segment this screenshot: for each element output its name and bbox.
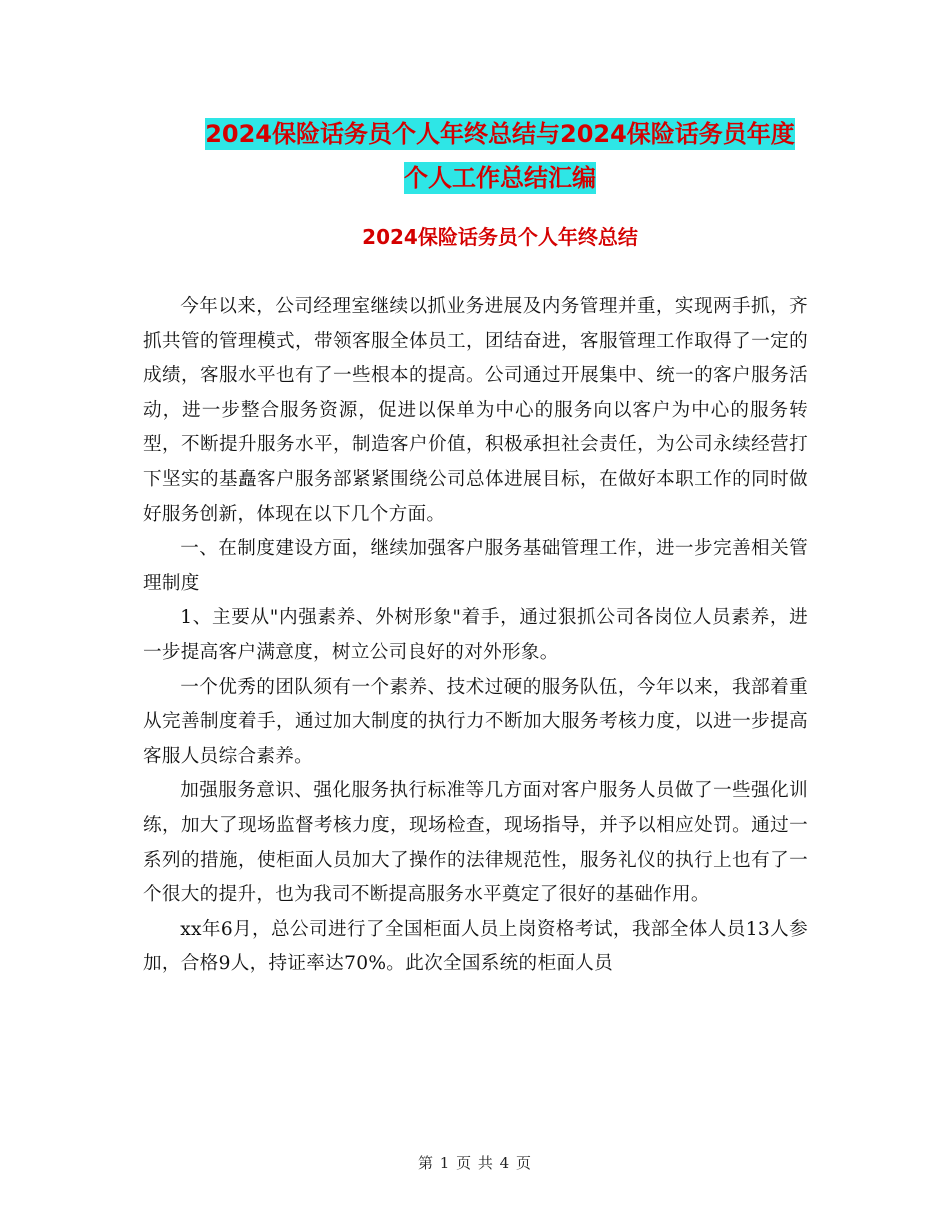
document-body [143,290,808,982]
paragraph-3: 1、主要从"内强素养、外树形象"着手，通过狠抓公司各岗位人员素养，进一步提高客户满意度，树立公司良好的对外形象。 [143,607,808,663]
page-number-footer: 第 1 页 共 4 页 [418,1154,532,1172]
title-line-2: 个人工作总结汇编 [404,164,596,192]
paragraph-6: xx年6月，总公司进行了全国柜面人员上岗资格考试，我部全体人员13人参加，合格9人，持证率达70%。此次全国系统的柜面人员 [143,918,808,975]
document-title [140,112,860,200]
paragraph-2: 一、在制度建设方面，继续加强客户服务基础管理工作，进一步完善相关管理制度 [143,538,808,594]
section-title: 2024保险话务员个人年终总结 [362,225,638,249]
paragraph-5: 加强服务意识、强化服务执行标准等几方面对客户服务人员做了一些强化训练，加大了现场监督考核力度，现场检查，现场指导，并予以相应处罚。通过一系列的措施，使柜面人员加大了操作的法律规范性，服务礼仪的执行上也有了一个很大的提升，也为我司不断提高服务水平奠定了很好的基础作用。 [143,780,808,906]
paragraph-4: 一个优秀的团队须有一个素养、技术过硬的服务队伍，今年以来，我部着重从完善制度着手，通过加大制度的执行力不断加大服务考核力度，以进一步提高客服人员综合素养。 [143,676,808,767]
title-line-1: 2024保险话务员个人年终总结与2024保险话务员年度 [205,120,795,148]
paragraph-1: 今年以来，公司经理室继续以抓业务进展及内务管理并重，实现两手抓，齐抓共管的管理模式，带领客服全体员工，团结奋进，客服管理工作取得了一定的成绩，客服水平也有了一些根本的提高。公司通过开展集中、统一的客户服务活动，进一步整合服务资源，促进以保单为中心的服务向以客户为中心的服务转型，不断提升服务水平，制造客户价值，积极承担社会责任，为公司永续经营打下坚实的基矗客户服务部紧紧围绕公司总体进展目标，在做好本职工作的同时做好服务创新，体现在以下几个方面。 [143,296,808,525]
